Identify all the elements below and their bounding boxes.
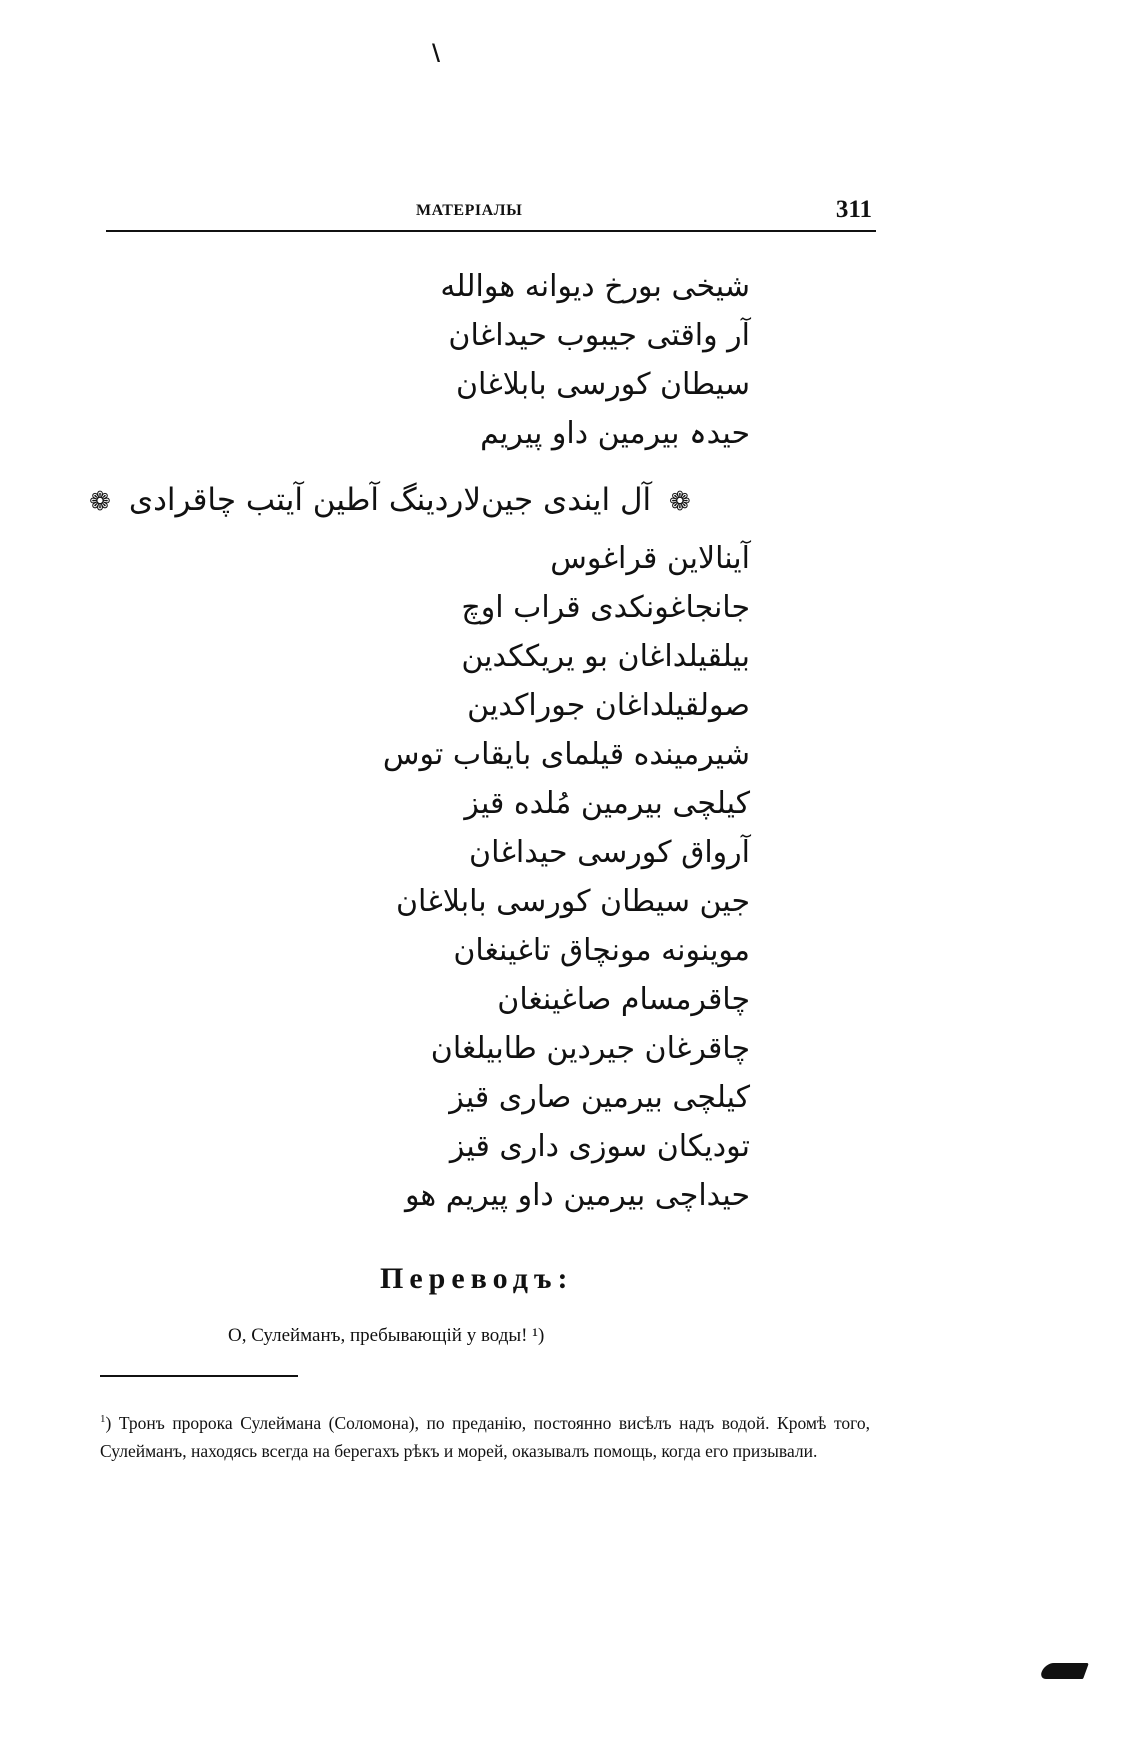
verse-line (120, 1122, 760, 1171)
ink-blot (1039, 1663, 1089, 1679)
verse-text: صولقیلداغان جوراکدین (467, 688, 750, 723)
verse-line (120, 926, 760, 975)
verse-text: جین سیطان کورسی بابلاغان (395, 884, 750, 919)
verse-text: شیرمینده قیلمای بایقاب توس (382, 737, 750, 772)
verse-text: شیخی بورخ دیوانه هوالله (440, 269, 750, 304)
verse-line (120, 262, 760, 311)
verse-line (120, 534, 760, 583)
verse-line (120, 632, 760, 681)
verse-text: بیلقیلداغان بو یریککدین (461, 639, 750, 674)
verse-group-top (120, 262, 760, 458)
top-mark: \ (432, 40, 441, 66)
verse-text: جانجاغونکدی قراب اوچ (461, 590, 750, 625)
footnote-text: ) Тронъ пророка Сулеймана (Соломона), по преданію, постоянно висѣлъ надъ водой. Кромѣ того, Сулейманъ, находясь всегда на берегахъ рѣкъ и морей, оказывалъ помощь, когда его призывали. (100, 1412, 870, 1461)
ornament-icon: ❁ (89, 487, 111, 517)
verse-text: تودیکان سوزی داری قیز (449, 1129, 750, 1164)
verse-text: سیطان کورسی بابلاغان (455, 367, 750, 402)
translation-title: Переводъ: (380, 1262, 574, 1295)
verse-text: چاقرغان جیردین طابیلغان (430, 1031, 750, 1066)
section-heading-line (20, 470, 760, 530)
verse-text: کیلچی بیرمین مُلده قیز (464, 786, 750, 821)
section-heading-text: آل ایندی جین‌لاردینگ آطین آیتب چاقرادی (128, 482, 652, 518)
running-header (106, 196, 876, 232)
ornament-icon: ❁ (669, 487, 691, 517)
verse-text: کیلچی بیرمین صاری قیز (449, 1080, 750, 1115)
translation-line: О, Сулейманъ, пребывающій у воды! ¹) (228, 1325, 545, 1346)
footnote-marker: 1 (100, 1413, 106, 1425)
verse-line (120, 681, 760, 730)
running-title: МАТЕРІАЛЫ (416, 202, 523, 219)
verse-text: حیداچی بیرمین داو پیریم هو (404, 1178, 750, 1213)
verse-text: چاقرمسام صاغینغان (497, 982, 750, 1017)
verse-line (120, 583, 760, 632)
verse-line (120, 828, 760, 877)
verse-line (120, 730, 760, 779)
verse-line (120, 1171, 760, 1220)
verse-group-main (120, 534, 760, 1220)
verse-text: آر واقتی جیبوب حیداغان (448, 318, 750, 353)
verse-text: موینونه مونچاق تاغینغان (453, 933, 750, 968)
verse-line (120, 311, 760, 360)
verse-line (120, 975, 760, 1024)
verse-line (120, 1073, 760, 1122)
verse-line (120, 360, 760, 409)
page-number: 311 (835, 196, 872, 223)
verse-line (120, 1024, 760, 1073)
verse-line (120, 877, 760, 926)
verse-text: حیدہ بیرمین داو پیریم (480, 416, 750, 451)
footnote (100, 1405, 870, 1465)
verse-line (120, 409, 760, 458)
verse-block (89, 262, 760, 1220)
footnote-rule (100, 1375, 298, 1377)
verse-line (120, 779, 760, 828)
verse-text: آینالاین قراغوس (550, 541, 750, 576)
verse-text: آرواق کورسی حیداغان (469, 835, 750, 870)
